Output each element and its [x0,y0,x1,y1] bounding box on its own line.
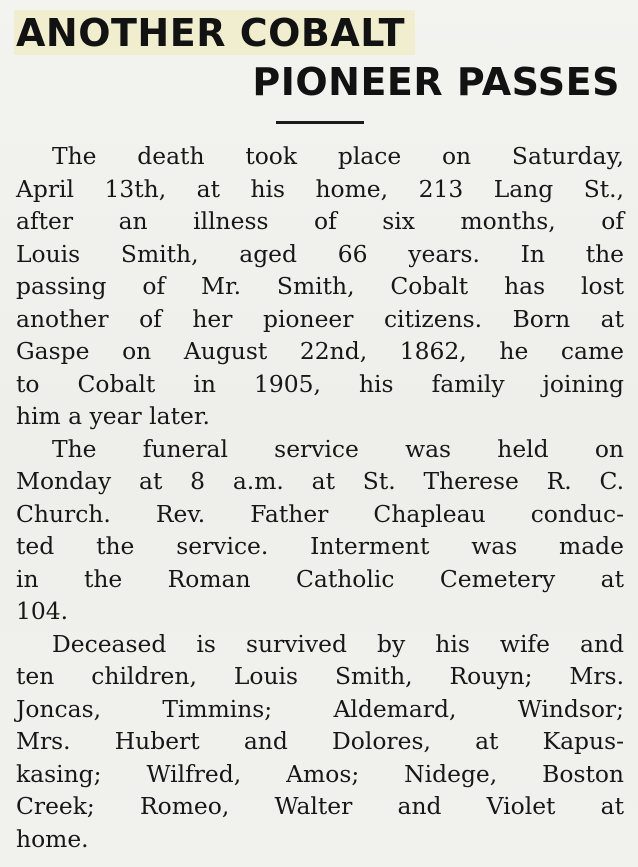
text-line: kasing; Wilfred, Amos; Nidege, Boston [16,759,624,788]
text-line: The death took place on Saturday, [52,142,624,170]
text-line: Mrs. Hubert and Dolores, at Kapus- [16,727,624,755]
headline-line-1: ANOTHER COBALT [14,10,415,55]
text-line: Church. Rev. Father Chapleau conduc- [16,499,624,528]
article-body [16,140,624,855]
headline-line-2: PIONEER PASSES [252,60,620,104]
text-line: Joncas, Timmins; Aldemard, Windsor; [16,694,624,723]
paragraph-survivors [16,628,624,856]
headline-divider [276,121,364,124]
text-line: ted the service. Interment was made [16,532,624,560]
text-line: 104. [16,597,69,625]
text-line: Monday at 8 a.m. at St. Therese R. C. [16,467,624,495]
text-line: The funeral service was held on [52,434,624,463]
text-line: after an illness of six months, of [16,207,624,235]
text-line: April 13th, at his home, 213 Lang St., [16,174,624,203]
text-line: ten children, Louis Smith, Rouyn; Mrs. [16,662,624,690]
paragraph-funeral-service [16,433,624,628]
text-line: Gaspe on August 22nd, 1862, he came [16,337,624,365]
text-line: him a year later. [16,402,210,430]
text-line: Louis Smith, aged 66 years. In the [16,239,624,268]
text-line: another of her pioneer citizens. Born at [16,304,624,333]
paragraph-death-notice [16,140,624,433]
text-line: in the Roman Catholic Cemetery at [16,564,624,593]
text-line: Creek; Romeo, Walter and Violet at [16,792,624,820]
text-line: to Cobalt in 1905, his family joining [16,369,624,398]
text-line: passing of Mr. Smith, Cobalt has lost [16,272,624,300]
text-line: home. [16,824,89,853]
text-line: Deceased is survived by his wife and [52,629,624,658]
